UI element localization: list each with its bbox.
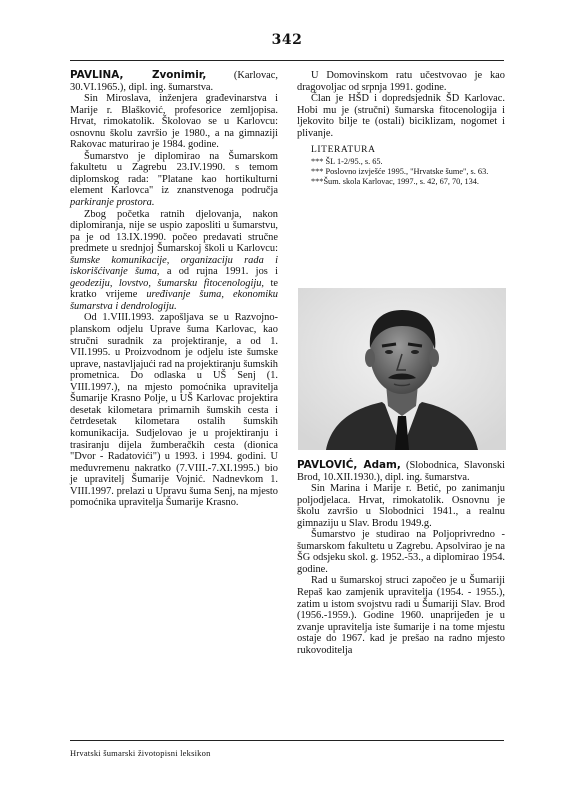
paragraph: U Domovinskom ratu učestvovao je kao dragovoljac od srpnja 1991. godine. — [297, 70, 505, 93]
page-number: 342 — [271, 32, 303, 48]
literature-section — [297, 145, 505, 187]
paragraph: Sin Marina i Marije r. Betić, po zanimanju poljodjelaca. Hrvat, rimokatolik. Osnovnu je školu završio u Slobodnici 1941., a realnu gimnaziju u Slav. Brodu 1949.g. — [297, 483, 505, 529]
italic-term: parkiranje prostora. — [70, 197, 155, 209]
entry-details: (Karlovac, 30.VI.1965.), dipl. ing. šumarstva. — [70, 70, 278, 93]
entry-details: (Slobodnica, Slavonski Brod, 10.XII.1930.), dipl. ing. šumarstva. — [297, 460, 505, 483]
footer-rule — [70, 740, 504, 741]
literature-title: LITERATURA — [311, 145, 376, 156]
entry-heading-pavlovic — [297, 460, 505, 483]
footer-title: Hrvatski šumarski životopisni leksikon — [70, 748, 211, 758]
paragraph-text: Zbog početka ratnih djelovanja, nakon diplomiranja, nije se uspio zaposliti u šumarstvu, pa je od 13.IX.1990. počeo predavati stručne predmete u srednjoj Šumarskoj školi u Karlovcu: — [70, 208, 278, 255]
portrait-photo — [298, 288, 506, 450]
paragraph: Član je HŠD i dopredsjednik ŠD Karlovac. Hobi mu je (stručni) šumarska fitocenologija i ljekovito bilje te (ostali) biciklizam, nogomet i plivanje. — [297, 93, 505, 139]
literature-item: ***Šum. skola Karlovac, 1997., s. 42, 67, 70, 134. — [311, 177, 479, 187]
entry-name: PAVLOVIĆ, Adam, — [297, 459, 401, 471]
right-column-bottom — [297, 460, 505, 656]
paragraph — [70, 151, 278, 209]
portrait-photo-svg — [298, 288, 506, 450]
right-column-top — [297, 70, 505, 187]
paragraph-text: te kratko vrijeme — [70, 277, 278, 301]
paragraph — [70, 209, 278, 313]
paragraph: Šumarstvo je studirao na Poljoprivredno - šumarskom fakultetu u Zagrebu. Apsolvirao je na ŠG odsjeku skol. g. 1952.-53., a diplomirao 1954. godine. — [297, 529, 505, 575]
entry-name: PAVLINA, Zvonimir, — [70, 69, 207, 81]
paragraph: Rad u šumarskoj struci započeo je u Šumariji Repaš kao zamjenik upravitelja (1954. - 1955.), zatim u istom svojstvu radi u Šumariji Slav. Brod (1956.-1959.). Godine 1960. unaprijeđen je u zvanje upravitelja iste šumarije i na tome mjestu ostaje do 1967. kad je prešao na radno mjesto rukovoditelja — [297, 575, 505, 656]
paragraph: Od 1.VIII.1993. zapošljava se u Razvojno-planskom odjelu Uprave šuma Karlovac, kao stručni suradnik za projektiranje, a od 1. VII.1995. u Proizvodnom je odjelu iste šumske uprave, nastavljajući rad na projektiranju šumskih prometnica. Do odlaska u UŠ Senj (1. VIII.1997.), na mjesto pomoćnika upravitelja Šumarije Krasno Polje, u UŠ Karlovac projektira desetak kilometara primarnih šumskih cesta i četrdesetak kilometara ostalih šumskih komunikacija. Sudjelovao je u projektiranju i trasiranju dijela žumberačkih cesta (dionica "Dvor - Radatovići") u 1993. i 1994. godini. U međuvremenu nakratko (7.VIII.-7.XI.1995.) bio je upravitelj Šumarije Vojnić. Nadnevkom 1. VIII.1997. prelazi u Upravu šuma Senj, na mjesto pomoćnika upravitelja Šumarije Krasno. — [70, 312, 278, 509]
literature-item: *** ŠL 1-2/95., s. 65. — [311, 156, 383, 166]
italic-term: geodeziju, lovstvo, šumarsku fitocenologiju, — [70, 277, 265, 289]
left-column — [70, 70, 278, 509]
paragraph: Sin Miroslava, inženjera građevinarstva i Marije r. Blašković, profesorice zemljopisa. Hrvat, rimokatolik. Školovao se u Karlovcu: osnovnu školu završio je 1980., a na gimnaziji Rakovac maturirao je 1984. godine. — [70, 93, 278, 151]
italic-term: šumske komunikacije, organizaciju rada i iskorišćivanje šuma, — [70, 254, 278, 278]
paragraph-text: a od rujna 1991. jos i — [159, 266, 278, 278]
entry-heading-pavlina — [70, 70, 278, 93]
header-rule — [70, 60, 504, 61]
paragraph-text: Šumarstvo je diplomirao na Šumarskom fakultetu u Zagrebu 23.IV.1990. s temom diplomskog rada: "Platane kao hortikulturni element Karlovca" iz znanstvenoga područja — [70, 150, 278, 197]
italic-term: uređivanje šuma, ekonomiku šumarstva i dendrologiju. — [70, 289, 278, 312]
literature-item: *** Poslovno izvješće 1995., "Hrvatske šume", s. 63. — [311, 167, 489, 177]
